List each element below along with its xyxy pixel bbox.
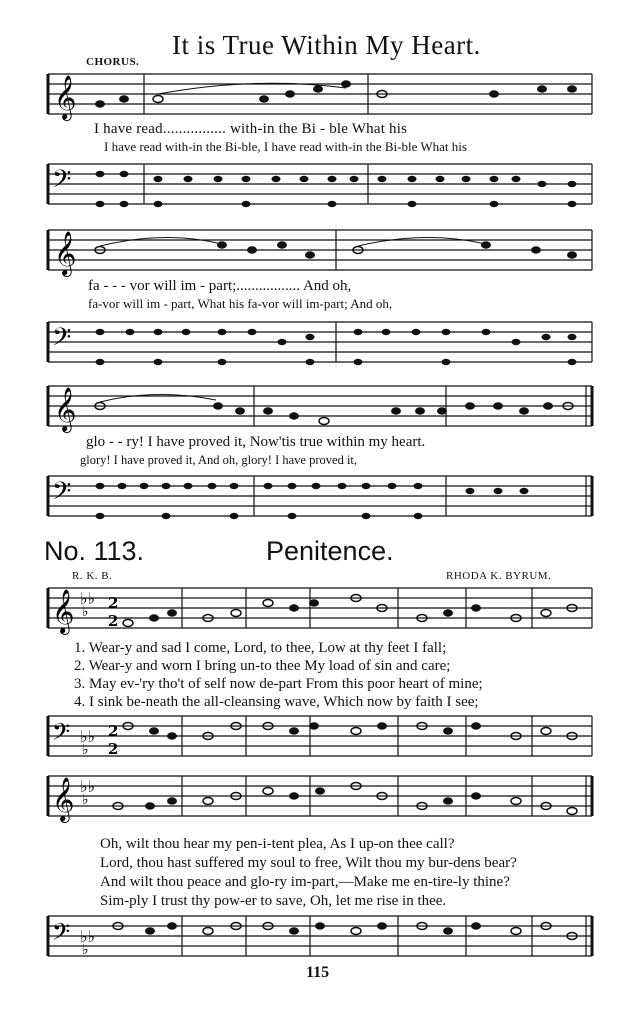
composer-credit: RHODA K. BYRUM. bbox=[446, 570, 552, 582]
song-title: It is True Within My Heart. bbox=[172, 30, 481, 60]
svg-text:𝄢: 𝄢 bbox=[52, 323, 72, 358]
svg-text:♭♭: ♭♭ bbox=[80, 927, 96, 946]
hymn-system2-bass-staff bbox=[46, 910, 594, 962]
svg-text:♭: ♭ bbox=[82, 942, 89, 958]
hymn-system2-treble-staff bbox=[46, 770, 594, 822]
svg-text:𝄢: 𝄢 bbox=[52, 718, 71, 751]
svg-text:♭♭: ♭♭ bbox=[80, 777, 96, 796]
hymn-system1-treble-staff bbox=[46, 582, 594, 634]
svg-text:2: 2 bbox=[108, 594, 119, 612]
system3-treble-staff bbox=[46, 382, 594, 432]
hymn-verse4-line1: 4. I sink be-neath the all-cleansing wave, Which now by faith I see; bbox=[74, 694, 479, 710]
chorus-label: CHORUS. bbox=[86, 56, 140, 68]
svg-text:♭: ♭ bbox=[82, 792, 89, 808]
system1-lyric-lower: I have read with-in the Bi-ble, I have read with-in the Bi-ble What his bbox=[104, 139, 467, 154]
svg-text:♭: ♭ bbox=[82, 604, 89, 620]
system3-lyric-lower: glory! I have proved it, And oh, glory! I have proved it, bbox=[80, 453, 358, 467]
svg-text:𝄢: 𝄢 bbox=[52, 918, 71, 951]
system3-lyric-upper: glo - - ry! I have proved it, Now'tis true within my heart. bbox=[86, 434, 426, 450]
hymn-verse2-line2: Lord, thou hast suffered my soul to free, Wilt thou my bur-dens bear? bbox=[100, 855, 517, 871]
page-number: 115 bbox=[306, 964, 330, 981]
svg-text:2: 2 bbox=[108, 612, 119, 630]
svg-text:𝄞: 𝄞 bbox=[54, 387, 77, 431]
hymn-verse3-line1: 3. May ev-'ry tho't of self now de-part From this poor heart of mine; bbox=[74, 676, 483, 692]
hymn-verse1-line1: 1. Wear-y and sad I come, Lord, to thee, Low at thy feet I fall; bbox=[74, 640, 447, 656]
svg-text:𝄢: 𝄢 bbox=[52, 165, 72, 200]
system1-treble-notes bbox=[46, 70, 594, 120]
hymn-verse2-line1: 2. Wear-y and worn I bring un-to thee My load of sin and care; bbox=[74, 658, 451, 674]
hymn-number: No. 113. bbox=[44, 536, 145, 566]
svg-text:𝄞: 𝄞 bbox=[54, 231, 77, 275]
system1-bass-staff bbox=[46, 158, 594, 214]
system2-bass-staff bbox=[46, 316, 594, 372]
svg-text:𝄢: 𝄢 bbox=[52, 477, 72, 512]
svg-text:𝄞: 𝄞 bbox=[54, 75, 77, 119]
svg-text:𝄞: 𝄞 bbox=[52, 777, 75, 821]
hymn-system1-bass-staff bbox=[46, 710, 594, 762]
hymn-verse4-line2: Sim-ply I trust thy pow-er to save, Oh, let me rise in thee. bbox=[100, 893, 447, 909]
hymn-verse3-line2: And wilt thou peace and glo-ry im-part,—Make me en-tire-ly thine? bbox=[100, 874, 510, 890]
lyricist-credit: R. K. B. bbox=[72, 570, 113, 582]
svg-text:2: 2 bbox=[108, 740, 119, 758]
svg-text:2: 2 bbox=[108, 722, 119, 740]
svg-text:𝄞: 𝄞 bbox=[52, 589, 75, 633]
svg-text:♭♭: ♭♭ bbox=[80, 589, 96, 608]
svg-text:♭: ♭ bbox=[82, 742, 89, 758]
hymn-title: Penitence. bbox=[266, 536, 394, 566]
system2-lyric-lower: fa-vor will im - part, What his fa-vor will im-part; And oh, bbox=[88, 296, 393, 311]
system2-treble-staff bbox=[46, 226, 594, 276]
system2-lyric-upper: fa - - - vor will im - part;................. And oh, bbox=[88, 278, 352, 294]
system1-lyric-upper: I have read................ with-in the Bi - ble What his bbox=[94, 121, 408, 137]
hymn-verse1-line2: Oh, wilt thou hear my pen-i-tent plea, As I up-on thee call? bbox=[100, 836, 455, 852]
svg-text:♭♭: ♭♭ bbox=[80, 727, 96, 746]
system3-bass-staff bbox=[46, 470, 594, 526]
